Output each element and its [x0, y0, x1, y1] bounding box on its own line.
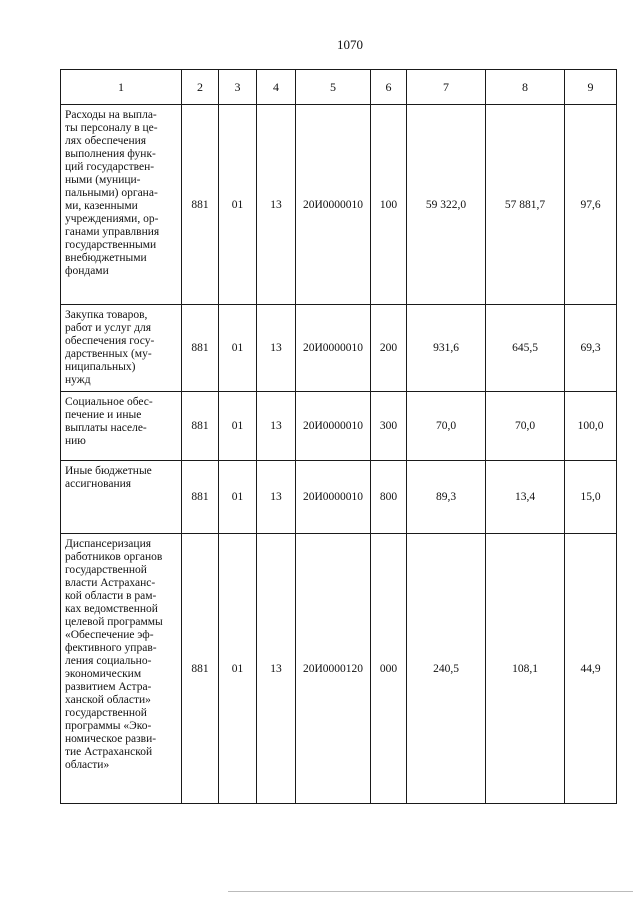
cell-col4: 13: [257, 105, 296, 305]
cell-col7: 89,3: [407, 461, 486, 534]
cell-col5: 20И0000120: [296, 534, 371, 804]
row-description: Закупка товаров, работ и услуг для обеспечения госу- дарственных (му- ниципальных) нужд: [61, 305, 182, 392]
cell-col7: 931,6: [407, 305, 486, 392]
budget-table: [60, 69, 617, 804]
cell-col4: 13: [257, 534, 296, 804]
cell-col6: 100: [371, 105, 407, 305]
row-description: Иные бюджетные ассигнования: [61, 461, 182, 534]
column-header-1: 1: [61, 70, 182, 105]
cell-col9: 69,3: [565, 305, 617, 392]
cell-col2: 881: [182, 305, 219, 392]
row-description: Социальное обес- печение и иные выплаты населе- нию: [61, 392, 182, 461]
cell-col7: 70,0: [407, 392, 486, 461]
cell-col4: 13: [257, 392, 296, 461]
cell-col4: 13: [257, 461, 296, 534]
cell-col9: 44,9: [565, 534, 617, 804]
cell-col3: 01: [219, 461, 257, 534]
cell-col7: 240,5: [407, 534, 486, 804]
cell-col2: 881: [182, 461, 219, 534]
cell-col3: 01: [219, 105, 257, 305]
cell-col2: 881: [182, 392, 219, 461]
cell-col8: 57 881,7: [486, 105, 565, 305]
table-row: [61, 305, 617, 392]
column-header-2: 2: [182, 70, 219, 105]
cell-col5: 20И0000010: [296, 305, 371, 392]
cell-col2: 881: [182, 105, 219, 305]
cell-col7: 59 322,0: [407, 105, 486, 305]
cell-col9: 15,0: [565, 461, 617, 534]
column-header-3: 3: [219, 70, 257, 105]
cell-col8: 13,4: [486, 461, 565, 534]
column-header-4: 4: [257, 70, 296, 105]
table-row: [61, 461, 617, 534]
row-description: Расходы на выпла- ты персоналу в це- лях обеспечения выполнения функ- ций государствен- ными (муници- пальными) органа- ми, казенными учреждениями, ор- ганами управлвния государственными внебюджетными фондами: [61, 105, 182, 305]
cell-col3: 01: [219, 392, 257, 461]
cell-col2: 881: [182, 534, 219, 804]
cell-col3: 01: [219, 305, 257, 392]
cell-col5: 20И0000010: [296, 105, 371, 305]
cell-col9: 100,0: [565, 392, 617, 461]
cell-col4: 13: [257, 305, 296, 392]
header-row: [61, 70, 617, 105]
column-header-9: 9: [565, 70, 617, 105]
bottom-rule: [228, 891, 633, 892]
cell-col6: 800: [371, 461, 407, 534]
table-row: [61, 392, 617, 461]
row-description: Диспансеризация работников органов государственной власти Астраханс- кой области в рам- ках ведомственной целевой программы «Обеспечение эф- фективного управ- ления социально- экономическим развитием Астра- ханской области» государственной программы «Эко- номическое разви- тие Астраханской области»: [61, 534, 182, 804]
cell-col6: 300: [371, 392, 407, 461]
cell-col5: 20И0000010: [296, 461, 371, 534]
cell-col8: 70,0: [486, 392, 565, 461]
table-row: [61, 105, 617, 305]
column-header-6: 6: [371, 70, 407, 105]
cell-col8: 108,1: [486, 534, 565, 804]
column-header-8: 8: [486, 70, 565, 105]
cell-col9: 97,6: [565, 105, 617, 305]
column-header-7: 7: [407, 70, 486, 105]
table-row: [61, 534, 617, 804]
cell-col5: 20И0000010: [296, 392, 371, 461]
cell-col6: 000: [371, 534, 407, 804]
page-number: 1070: [337, 37, 363, 52]
cell-col6: 200: [371, 305, 407, 392]
cell-col3: 01: [219, 534, 257, 804]
cell-col8: 645,5: [486, 305, 565, 392]
column-header-5: 5: [296, 70, 371, 105]
